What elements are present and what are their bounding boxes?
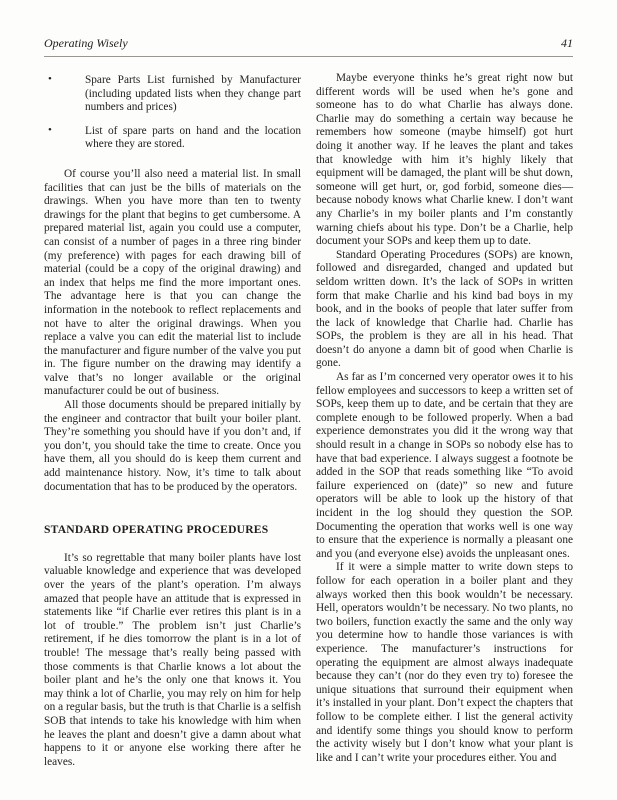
text-columns (44, 72, 573, 769)
bullet-list (44, 74, 301, 152)
paragraph-maybe-everyone: Maybe everyone thinks he’s great right now but different words will be used when he’s gone and someone has to do what Charlie has always done. Charlie may do something a certain way because he remembers how someone (maybe himself) got hurt doing it another way. If he leaves the plant and takes that knowledge with him it’s highly likely that equipment will be damaged, the plant will be shut down, someone will get hurt, or, god forbid, someone dies—because nobody knows what Charlie knew. I don’t want any Charlie’s in my boiler plants and I’m constantly warning chiefs about his type. Don’t be a Charlie, help document your SOPs and keep them up to date. (316, 72, 573, 248)
paragraph-documents-prepared: All those documents should be prepared initially by the engineer and contractor that built your boiler plant. They’re something you should have if you don’t and, if you don’t, you should take the time to create. Once you have them, all you should do is keep them current and add maintenance history. Now, it’s time to talk about documentation that has to be produced by the operators. (44, 399, 301, 493)
bullet-text: Spare Parts List furnished by Manufacturer (including updated lists when they change part numbers and prices) (85, 74, 301, 114)
bullet-text: List of spare parts on hand and the location where they are stored. (85, 124, 301, 151)
running-header (44, 36, 573, 57)
bullet-icon: • (48, 123, 52, 136)
page-number: 41 (561, 36, 573, 50)
right-column (316, 72, 573, 769)
paragraph-material-list: Of course you’ll also need a material list. In small facilities that can just be the bills of materials on the drawings. When you have more than ten to twenty drawings for the plant that begins to get cumbersome. A prepared material list, again you could use a computer, can consist of a number of pages in a three ring binder (my preference) with pages for each drawing bill of material (could be a copy of the original drawing) and an index that helps me find the more important ones. The advantage here is that you can change the information in the notebook to reflect replacements and not have to alter the original drawings. When you replace a valve you can edit the material list to include the manufacturer and figure number of the valve you put in. The figure number on the drawing may identify a valve that’s no longer available or the original manufacturer could be out of business. (44, 167, 301, 398)
bullet-item-parts-on-hand (44, 125, 301, 152)
running-title: Operating Wisely (44, 36, 128, 50)
paragraph-regrettable-charlie: It’s so regrettable that many boiler plants have lost valuable knowledge and experience that was developed over the years of the plant’s operation. I’m always amazed that people have an attitude that is expressed in statements like “if Charlie ever retires this plant is in a lot of trouble.” The problem isn’t just Charlie’s retirement, if he dies tomorrow the plant is in a lot of trouble! The message that’s really being passed with those comments is that Charlie knows a lot about the boiler plant and he’s the only one that knows it. You may think a lot of Charlie, you may rely on him for help on a regular basis, but the truth is that Charlie is a selfish SOB that intends to take his knowledge with him when he leaves the plant and doesn’t give a damn about what happens to it or anyone else working there after he leaves. (44, 551, 301, 768)
section-heading-standard-operating-procedures: STANDARD OPERATING PROCEDURES (44, 523, 269, 537)
bullet-item-spare-parts-list (44, 74, 301, 115)
paragraph-operator-owes: As far as I’m concerned very operator owes it to his fellow employees and successors to keep a written set of SOPs, keep them up to date, and be certain that they are complete enough to be followed properly. When a bad experience demonstrates you did it the wrong way that should result in a change in SOPs so nobody else has to have that bad experience. I always suggest a footnote be added in the SOP that reads something like “To avoid failure experienced on (date)” so new and future operators will be able to look up the history of that incident in the log should they question the SOP. Documenting the operation that works well is one way to ensure that the experience is normally a pleasant one and you (and everyone else) avoids the unpleasant ones. (316, 371, 573, 560)
paragraph-simple-matter: If it were a simple matter to write down steps to follow for each operation in a boiler plant and they always worked then this book wouldn’t be necessary. Hell, operators wouldn’t be necessary. No two plants, no two boilers, function exactly the same and the only way you determine how to handle those variances is with experience. The manufacturer’s instructions for operating the equipment are almost always inadequate because they can’t (nor do they even try to) foresee the unique situations that surround their equipment when it’s installed in your plant. Don’t expect the chapters that follow to be complete either. I list the general activity and identify some things you should know to perform the activity wisely but I don’t know what your plant is like and I can’t write your procedures either. You and (316, 561, 573, 764)
paragraph-sops-known: Standard Operating Procedures (SOPs) are known, followed and disregarded, changed and updated but seldom written down. It’s the lack of SOPs in written form that make Charlie and his kind bad boys in my book, and in the books of people that later suffer from the lack of knowledge that Charlie had. Charlie has SOPs, the problem is they are all in his head. That doesn’t do anyone a damn bit of good when Charlie is gone. (316, 248, 573, 370)
left-column (44, 72, 301, 769)
bullet-icon: • (48, 73, 52, 85)
